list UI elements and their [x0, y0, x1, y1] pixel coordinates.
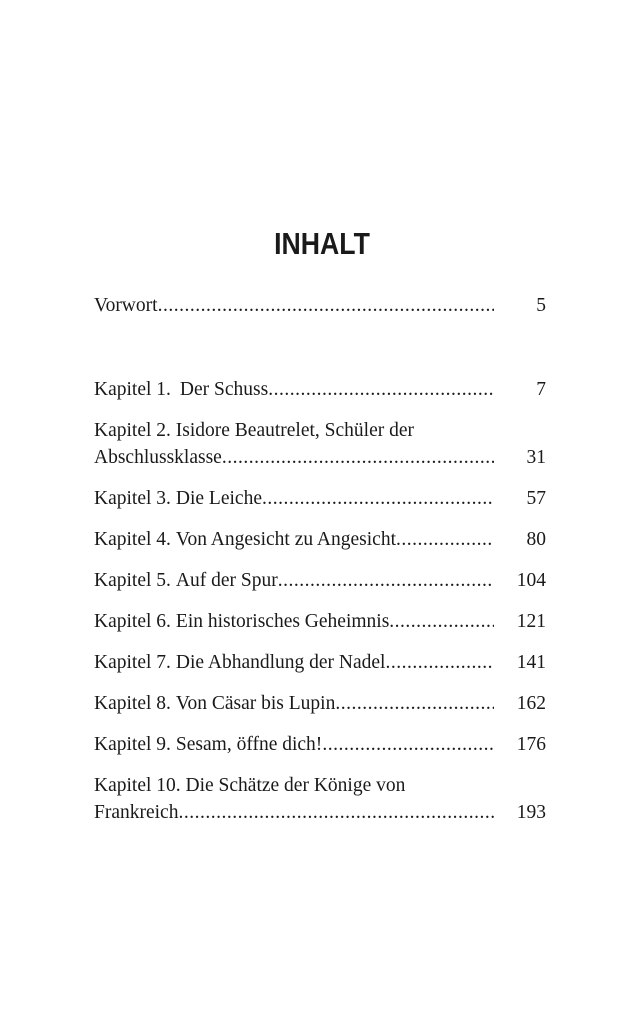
toc-chapter-number: Kapitel 6.	[94, 611, 171, 632]
toc-page-number: 57	[526, 488, 546, 509]
toc-page-number: 121	[516, 611, 546, 632]
toc-entry-title: Vorwort	[94, 295, 158, 316]
toc-row	[94, 567, 546, 594]
toc-dot-leader	[158, 292, 494, 319]
toc-page-number: 176	[516, 734, 546, 755]
toc-page-number: 80	[526, 529, 546, 550]
toc-entry-title: Ein historisches Geheimnis	[175, 611, 390, 632]
toc-entry-kapitel-2[interactable]	[94, 417, 546, 471]
toc-dot-leader	[322, 731, 494, 758]
toc-title: INHALT	[274, 226, 370, 261]
toc-row	[94, 731, 546, 758]
toc-entry-title: Die Leiche	[175, 488, 262, 509]
toc-dot-leader	[262, 485, 494, 512]
toc-entry-kapitel-4[interactable]	[94, 526, 546, 553]
toc-entry-kapitel-6[interactable]	[94, 608, 546, 635]
toc-chapter-number: Kapitel 7.	[94, 652, 171, 673]
toc-entry-title: Auf der Spur	[175, 570, 278, 591]
toc-list	[94, 292, 546, 826]
toc-row	[94, 485, 546, 512]
toc-dot-leader	[335, 690, 494, 717]
toc-dot-leader	[268, 376, 494, 403]
toc-row	[94, 376, 546, 403]
toc-chapter-number: Kapitel 1.	[94, 379, 171, 400]
toc-entry-kapitel-8[interactable]	[94, 690, 546, 717]
toc-dot-leader	[396, 526, 494, 553]
toc-chapter-number: Kapitel 5.	[94, 570, 171, 591]
toc-row	[94, 292, 546, 319]
toc-entry-title: Abschlussklasse	[94, 447, 222, 468]
toc-row	[94, 690, 546, 717]
toc-row	[94, 444, 546, 471]
toc-entry-title: Von Angesicht zu Angesicht	[175, 529, 396, 550]
toc-page-number: 162	[516, 693, 546, 714]
toc-entry-title: Die Abhandlung der Nadel	[175, 652, 386, 673]
toc-entry-title: Der Schuss	[179, 379, 269, 400]
toc-entry-kapitel-7[interactable]	[94, 649, 546, 676]
toc-dot-leader	[178, 799, 494, 826]
toc-page-number: 193	[516, 802, 546, 823]
toc-entry-kapitel-10[interactable]	[94, 772, 546, 826]
toc-entry-title: Von Cäsar bis Lupin	[175, 693, 336, 714]
toc-chapter-number: Kapitel 9.	[94, 734, 171, 755]
toc-entry-kapitel-3[interactable]	[94, 485, 546, 512]
toc-page-number: 141	[516, 652, 546, 673]
toc-dot-leader	[278, 567, 494, 594]
toc-entry-title: Sesam, öffne dich!	[175, 734, 323, 755]
toc-entry-title: Frankreich	[94, 802, 179, 823]
toc-entry-kapitel-5[interactable]	[94, 567, 546, 594]
toc-chapter-number: Kapitel 4.	[94, 529, 171, 550]
toc-row	[94, 799, 546, 826]
toc-entry-kapitel-1[interactable]	[94, 376, 546, 403]
toc-entry-title-line: Kapitel 2. Isidore Beautrelet, Schüler der	[94, 420, 415, 441]
toc-entry-vorwort[interactable]	[94, 292, 546, 319]
toc-entry-title-line: Kapitel 10. Die Schätze der Könige von	[94, 775, 406, 796]
toc-page-number: 7	[536, 379, 546, 400]
toc-dot-leader	[389, 608, 494, 635]
toc-dot-leader	[385, 649, 494, 676]
toc-page-number: 104	[516, 570, 546, 591]
toc-entry-kapitel-9[interactable]	[94, 731, 546, 758]
toc-row	[94, 608, 546, 635]
toc-page-number: 5	[536, 295, 546, 316]
toc-page-number: 31	[526, 447, 546, 468]
toc-chapter-number: Kapitel 3.	[94, 488, 171, 509]
toc-row	[94, 526, 546, 553]
toc-chapter-number: Kapitel 8.	[94, 693, 171, 714]
toc-dot-leader	[222, 444, 494, 471]
toc-row	[94, 649, 546, 676]
